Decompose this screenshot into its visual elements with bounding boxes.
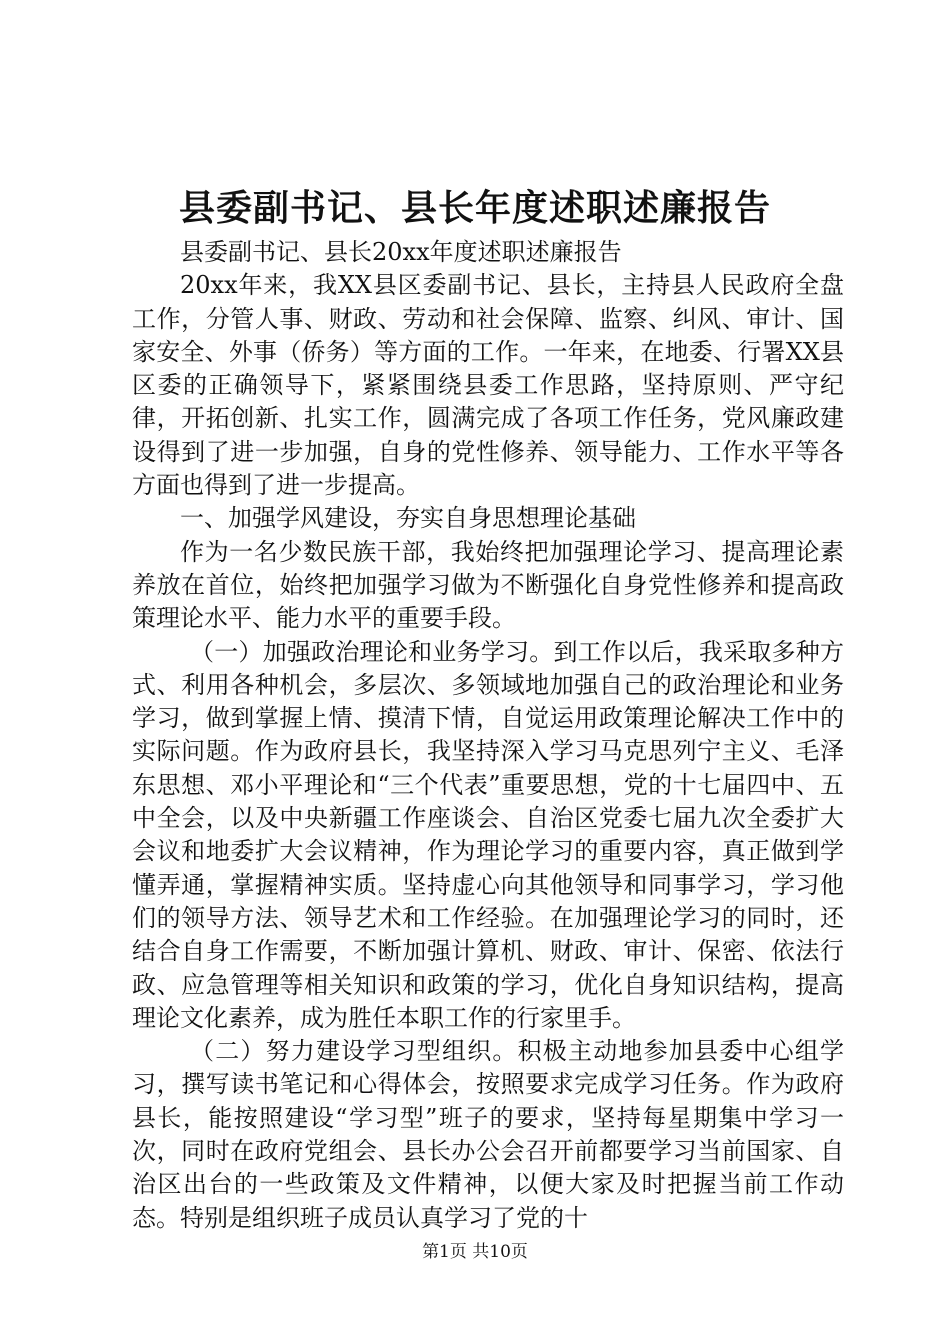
section-heading: 一、加强学风建设，夯实自身思想理论基础	[180, 504, 636, 533]
subtitle-paragraph: 县委副书记、县长20xx年度述职述廉报告	[180, 238, 622, 266]
section-intro-paragraph: 作为一名少数民族干部，我始终把加强理论学习、提高理论素养放在首位，始终把加强学习做为不断强化自身党性修养和提高政策理论水平、能力水平的重要手段。	[132, 537, 844, 633]
intro-paragraph: 20xx年来，我XX县区委副书记、县长，主持县人民政府全盘工作，分管人事、财政、劳动和社会保障、监察、纠风、审计、国家安全、外事（侨务）等方面的工作。一年来，在地委、行署XX县区委的正确领导下，紧紧围绕县委工作思路，坚持原则、严守纪律，开拓创新、扎实工作，圆满完成了各项工作任务，党风廉政建设得到了进一步加强，自身的党性修养、领导能力、工作水平等各方面也得到了进一步提高。	[132, 271, 844, 500]
subsection-two-paragraph: （二）努力建设学习型组织。积极主动地参加县委中心组学习，撰写读书笔记和心得体会，按照要求完成学习任务。作为政府县长，能按照建设“学习型”班子的要求，坚持每星期集中学习一次，同时在政府党组会、县长办公会召开前都要学习当前国家、自治区出台的一些政策及文件精神，以便大家及时把握当前工作动态。特别是组织班子成员认真学习了党的十	[132, 1037, 844, 1232]
page-footer: 第1页 共10页	[422, 1242, 528, 1262]
document-title: 县委副书记、县长年度述职述廉报告	[178, 187, 771, 229]
document-body	[132, 236, 844, 1235]
subsection-one-paragraph: （一）加强政治理论和业务学习。到工作以后，我采取多种方式、利用各种机会，多层次、多领域地加强自己的政治理论和业务学习，做到掌握上情、摸清下情，自觉运用政策理论解决工作中的实际问题。作为政府县长，我坚持深入学习马克思列宁主义、毛泽东思想、邓小平理论和“三个代表”重要思想，党的十七届四中、五中全会，以及中央新疆工作座谈会、自治区党委七届九次全委扩大会议和地委扩大会议精神，作为理论学习的重要内容，真正做到学懂弄通，掌握精神实质。坚持虚心向其他领导和同事学习，学习他们的领导方法、领导艺术和工作经验。在加强理论学习的同时，还结合自身工作需要，不断加强计算机、财政、审计、保密、依法行政、应急管理等相关知识和政策的学习，优化自身知识结构，提高理论文化素养，成为胜任本职工作的行家里手。	[132, 637, 844, 1032]
